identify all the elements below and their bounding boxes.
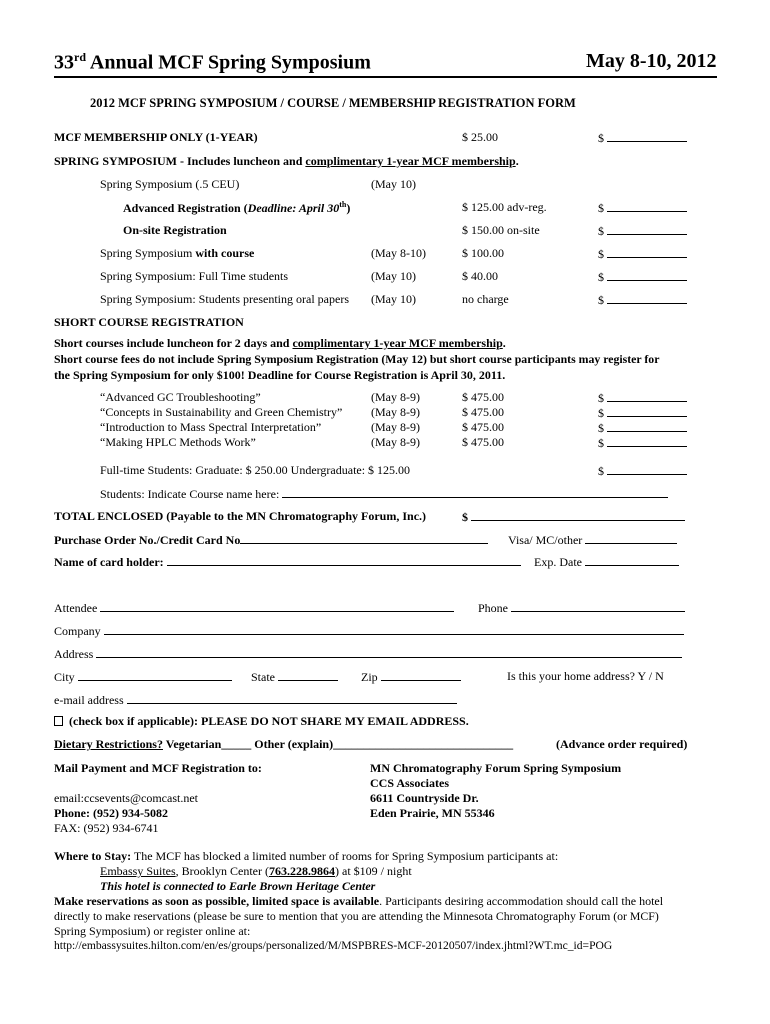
exp-date-field[interactable]: Exp. Date (534, 554, 679, 570)
dietary-row: Dietary Restrictions? Vegetarian_____ Other (explain)______________________________ (54, 737, 514, 751)
registration-url-link[interactable]: http://embassysuites.hilton.com/en/es/groups/personalized/M/MSPBRES-MCF-20120507/index.jhtml?WT.mc_id=POG (54, 939, 613, 952)
mail-address-line: MN Chromatography Forum Spring Symposium (370, 761, 622, 775)
fulltime-label: Spring Symposium: Full Time students (100, 269, 289, 283)
membership-label: MCF MEMBERSHIP ONLY (1-YEAR) (54, 130, 258, 144)
course-row: “Concepts in Sustainability and Green Chemistry” (100, 405, 343, 419)
short-course-note-2: Short course fees do not include Spring Symposium Registration (May 12) but short course participants may register for (54, 352, 660, 366)
short-course-note-3: the Spring Symposium for only $100! Deadline for Course Registration is April 30, 2011. (54, 368, 506, 382)
oral-label: Spring Symposium: Students presenting oral papers (100, 292, 349, 306)
oral-amount-field[interactable]: $ (598, 292, 687, 308)
header-rule (54, 76, 717, 78)
course-amount-field[interactable]: $ (598, 405, 687, 421)
ceu-date: (May 10) (371, 177, 416, 191)
advanced-amount-field[interactable]: $ (598, 200, 687, 216)
hotel-connected-note: This hotel is connected to Earle Brown Heritage Center (100, 879, 376, 893)
membership-amount-field[interactable]: $ (598, 130, 687, 146)
hotel-info: Embassy Suites, Brooklyn Center (763.228.9864) at $109 / night (100, 864, 412, 878)
reservation-note-2: directly to make reservations (please be sure to mention that you are attending the Minnesota Chromatography Forum (or MCF) (54, 909, 659, 923)
email-field[interactable]: e-mail address (54, 692, 457, 708)
fulltime-date: (May 10) (371, 269, 416, 283)
visa-mc-field[interactable]: Visa/ MC/other (508, 532, 677, 548)
course-name-field[interactable]: Students: Indicate Course name here: (100, 486, 668, 502)
membership-price: $ 25.00 (462, 130, 498, 144)
reservation-note: Make reservations as soon as possible, limited space is available. Participants desiring accommodation should call the hotel (54, 894, 664, 908)
onsite-amount-field[interactable]: $ (598, 223, 687, 239)
course-date: (May 8-9) (371, 435, 420, 449)
course-price: $ 475.00 (462, 405, 504, 419)
with-course-label: Spring Symposium with course (100, 246, 255, 260)
onsite-label: On-site Registration (123, 223, 227, 237)
course-row: “Introduction to Mass Spectral Interpretation” (100, 420, 322, 434)
course-amount-field[interactable]: $ (598, 435, 687, 451)
with-course-date: (May 8-10) (371, 246, 426, 260)
advanced-registration-label: Advanced Registration (Deadline: April 30th) (123, 200, 351, 215)
fulltime-students-amount-field[interactable]: $ (598, 463, 687, 479)
course-price: $ 475.00 (462, 420, 504, 434)
with-course-amount-field[interactable]: $ (598, 246, 687, 262)
short-course-heading: SHORT COURSE REGISTRATION (54, 315, 244, 329)
home-address-question: Is this your home address? Y / N (507, 669, 664, 683)
oral-price: no charge (462, 292, 509, 306)
zip-field[interactable]: Zip (361, 669, 461, 685)
privacy-option: (check box if applicable): PLEASE DO NOT SHARE MY EMAIL ADDRESS. (54, 714, 469, 729)
form-title: 2012 MCF SPRING SYMPOSIUM / COURSE / MEMBERSHIP REGISTRATION FORM (90, 96, 576, 110)
total-enclosed-field[interactable]: $ (462, 509, 685, 525)
course-date: (May 8-9) (371, 390, 420, 404)
card-holder-field[interactable]: Name of card holder: (54, 554, 521, 570)
onsite-price: $ 150.00 on-site (462, 223, 540, 237)
contact-phone: Phone: (952) 934-5082 (54, 806, 168, 820)
privacy-checkbox[interactable] (54, 716, 63, 726)
event-date: May 8-10, 2012 (586, 50, 717, 72)
ceu-label: Spring Symposium (.5 CEU) (100, 177, 240, 191)
course-date: (May 8-9) (371, 405, 420, 419)
contact-fax: FAX: (952) 934-6741 (54, 821, 159, 835)
state-field[interactable]: State (251, 669, 338, 685)
phone-field[interactable]: Phone (478, 600, 685, 616)
fulltime-amount-field[interactable]: $ (598, 269, 687, 285)
mail-address-line: Eden Prairie, MN 55346 (370, 806, 495, 820)
course-row: “Making HPLC Methods Work” (100, 435, 256, 449)
advanced-price: $ 125.00 adv-reg. (462, 200, 547, 214)
contact-email: email:ccsevents@comcast.net (54, 791, 198, 805)
course-row: “Advanced GC Troubleshooting” (100, 390, 261, 404)
city-field[interactable]: City (54, 669, 232, 685)
event-title: 33rd Annual MCF Spring Symposium (54, 50, 371, 74)
symposium-heading: SPRING SYMPOSIUM - Includes luncheon and complimentary 1-year MCF membership. (54, 154, 519, 168)
purchase-order-field[interactable]: Purchase Order No./Credit Card No (54, 532, 488, 548)
course-amount-field[interactable]: $ (598, 390, 687, 406)
total-enclosed-label: TOTAL ENCLOSED (Payable to the MN Chromatography Forum, Inc.) (54, 509, 427, 523)
attendee-field[interactable]: Attendee (54, 600, 454, 616)
mail-address-line: 6611 Countryside Dr. (370, 791, 479, 805)
fulltime-students-rates: Full-time Students: Graduate: $ 250.00 Undergraduate: $ 125.00 (100, 463, 411, 477)
where-to-stay: Where to Stay: The MCF has blocked a limited number of rooms for Spring Symposium participants at: (54, 849, 559, 863)
oral-date: (May 10) (371, 292, 416, 306)
short-course-note-1: Short courses include luncheon for 2 days and complimentary 1-year MCF membership. (54, 336, 506, 350)
course-amount-field[interactable]: $ (598, 420, 687, 436)
course-price: $ 475.00 (462, 435, 504, 449)
with-course-price: $ 100.00 (462, 246, 504, 260)
reservation-note-3: Spring Symposium) or register online at: (54, 924, 251, 938)
mail-payment-label: Mail Payment and MCF Registration to: (54, 761, 262, 775)
course-date: (May 8-9) (371, 420, 420, 434)
address-field[interactable]: Address (54, 646, 682, 662)
company-field[interactable]: Company (54, 623, 684, 639)
fulltime-price: $ 40.00 (462, 269, 498, 283)
course-price: $ 475.00 (462, 390, 504, 404)
mail-address-line: CCS Associates (370, 776, 450, 790)
advance-order-note: (Advance order required) (556, 737, 688, 751)
